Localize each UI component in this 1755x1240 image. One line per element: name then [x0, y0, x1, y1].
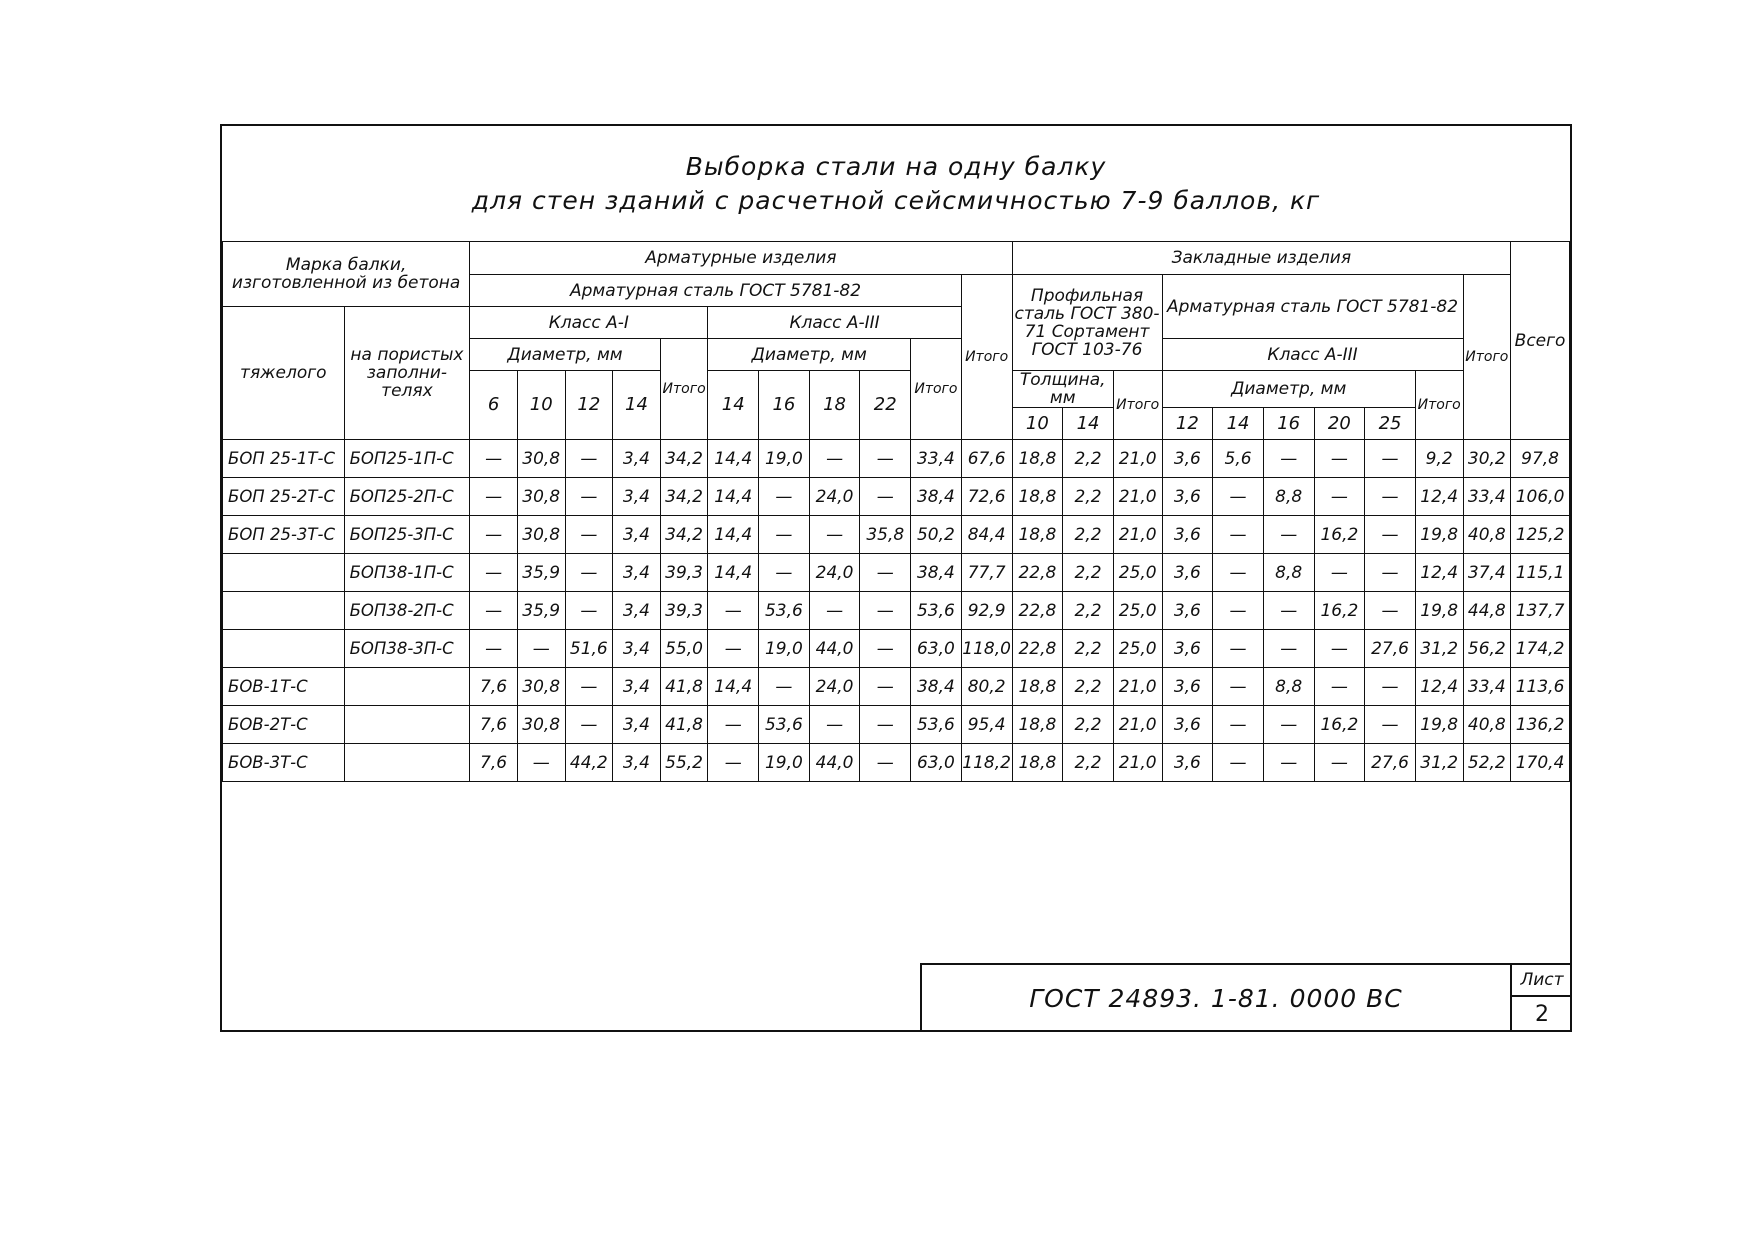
value-cell: — [1365, 516, 1416, 554]
value-cell: 18,8 [1012, 668, 1063, 706]
value-cell: — [1314, 554, 1365, 592]
value-cell: 19,8 [1415, 592, 1463, 630]
value-cell: 44,2 [565, 744, 613, 782]
value-cell: 33,4 [911, 440, 962, 478]
value-cell: 30,8 [517, 516, 565, 554]
value-cell: 53,6 [911, 592, 962, 630]
value-cell: 38,4 [911, 554, 962, 592]
mark-heavy-cell: БОВ-2Т-С [223, 706, 345, 744]
value-cell: — [1213, 668, 1264, 706]
value-cell: 24,0 [809, 478, 860, 516]
mark-porous-cell [344, 744, 470, 782]
mark-heavy-cell: БОП 25-1Т-С [223, 440, 345, 478]
header-a1-dia-6: 6 [470, 371, 518, 440]
header-a3-dia-16: 16 [759, 371, 810, 440]
value-cell: 41,8 [660, 706, 708, 744]
mark-porous-cell [344, 706, 470, 744]
value-cell: 136,2 [1511, 706, 1570, 744]
value-cell: 21,0 [1113, 516, 1162, 554]
value-cell: — [1365, 706, 1416, 744]
value-cell: 22,8 [1012, 554, 1063, 592]
value-cell: 3,4 [613, 706, 661, 744]
value-cell: 3,6 [1162, 744, 1213, 782]
value-cell: 24,0 [809, 668, 860, 706]
value-cell: — [809, 440, 860, 478]
value-cell: — [708, 744, 759, 782]
mark-porous-cell: БОП25-2П-С [344, 478, 470, 516]
value-cell: — [809, 592, 860, 630]
title-block-stamp [920, 963, 1572, 1032]
value-cell: 9,2 [1415, 440, 1463, 478]
value-cell: 37,4 [1463, 554, 1511, 592]
value-cell: 3,4 [613, 516, 661, 554]
value-cell: 3,6 [1162, 554, 1213, 592]
value-cell: 16,2 [1314, 706, 1365, 744]
value-cell: 53,6 [759, 706, 810, 744]
value-cell: 84,4 [961, 516, 1012, 554]
value-cell: — [759, 478, 810, 516]
value-cell: — [708, 706, 759, 744]
value-cell: 125,2 [1511, 516, 1570, 554]
value-cell: 92,9 [961, 592, 1012, 630]
mark-heavy-cell: БОВ-3Т-С [223, 744, 345, 782]
value-cell: — [860, 630, 911, 668]
value-cell: — [860, 440, 911, 478]
mark-porous-cell: БОП38-1П-С [344, 554, 470, 592]
mark-heavy-cell: БОВ-1Т-С [223, 668, 345, 706]
value-cell: — [1263, 630, 1314, 668]
value-cell: 34,2 [660, 478, 708, 516]
table-row [223, 744, 1570, 782]
table-row [223, 668, 1570, 706]
value-cell: 14,4 [708, 478, 759, 516]
value-cell: 22,8 [1012, 630, 1063, 668]
value-cell: — [1365, 592, 1416, 630]
value-cell: — [1263, 516, 1314, 554]
header-emb-dia-25: 25 [1365, 408, 1416, 440]
value-cell: 3,4 [613, 592, 661, 630]
value-cell: 8,8 [1263, 554, 1314, 592]
sheet-number: 2 [1535, 1002, 1549, 1027]
value-cell: — [759, 516, 810, 554]
value-cell: 3,4 [613, 478, 661, 516]
value-cell: 21,0 [1113, 744, 1162, 782]
value-cell: 7,6 [470, 706, 518, 744]
value-cell: 2,2 [1063, 668, 1114, 706]
value-cell: — [470, 516, 518, 554]
value-cell: — [809, 516, 860, 554]
value-cell: 72,6 [961, 478, 1012, 516]
value-cell: 80,2 [961, 668, 1012, 706]
header-a3-dia-22: 22 [860, 371, 911, 440]
value-cell: 18,8 [1012, 706, 1063, 744]
value-cell: 2,2 [1063, 744, 1114, 782]
value-cell: 21,0 [1113, 478, 1162, 516]
value-cell: — [565, 668, 613, 706]
value-cell: 77,7 [961, 554, 1012, 592]
value-cell: — [860, 478, 911, 516]
value-cell: 2,2 [1063, 554, 1114, 592]
value-cell: 63,0 [911, 630, 962, 668]
value-cell: 2,2 [1063, 516, 1114, 554]
title-line-2: для стен зданий с расчетной сейсмичностью 7-9 баллов, кг [471, 186, 1321, 215]
value-cell: 3,4 [613, 440, 661, 478]
table-row [223, 592, 1570, 630]
value-cell: — [860, 668, 911, 706]
value-cell: — [565, 592, 613, 630]
table-row [223, 478, 1570, 516]
mark-porous-cell: БОП25-3П-С [344, 516, 470, 554]
value-cell: 31,2 [1415, 630, 1463, 668]
value-cell: 30,8 [517, 440, 565, 478]
header-a3-total: Итого [911, 339, 962, 440]
header-reinf-products: Арматурные изделия [470, 242, 1012, 275]
value-cell: 53,6 [759, 592, 810, 630]
value-cell: — [1314, 478, 1365, 516]
value-cell: — [860, 744, 911, 782]
value-cell: — [860, 706, 911, 744]
value-cell: 7,6 [470, 668, 518, 706]
value-cell: — [1365, 554, 1416, 592]
value-cell: 24,0 [809, 554, 860, 592]
header-reinf-total: Итого [961, 275, 1012, 440]
value-cell: — [470, 478, 518, 516]
value-cell: 3,6 [1162, 706, 1213, 744]
mark-porous-cell [344, 668, 470, 706]
header-class-a1: Класс А-I [470, 307, 708, 339]
value-cell: 113,6 [1511, 668, 1570, 706]
value-cell: 3,6 [1162, 630, 1213, 668]
header-a1-total: Итого [660, 339, 708, 440]
value-cell: 25,0 [1113, 592, 1162, 630]
header-a1-dia-12: 12 [565, 371, 613, 440]
header-profile-steel: Профильная сталь ГОСТ 380-71 Сортамент ГОСТ 103-76 [1012, 275, 1162, 371]
value-cell: 33,4 [1463, 668, 1511, 706]
value-cell: — [1263, 592, 1314, 630]
header-emb-dia-16: 16 [1263, 408, 1314, 440]
value-cell: 118,2 [961, 744, 1012, 782]
mark-porous-cell: БОП38-2П-С [344, 592, 470, 630]
header-thickness: Толщина, мм [1012, 371, 1113, 408]
value-cell: 115,1 [1511, 554, 1570, 592]
header-emb-dia-20: 20 [1314, 408, 1365, 440]
value-cell: 3,4 [613, 744, 661, 782]
value-cell: — [1213, 592, 1264, 630]
header-a3-diameter: Диаметр, мм [708, 339, 911, 371]
value-cell: 19,0 [759, 630, 810, 668]
value-cell: 5,6 [1213, 440, 1264, 478]
value-cell: 25,0 [1113, 630, 1162, 668]
value-cell: 35,9 [517, 592, 565, 630]
value-cell: — [759, 668, 810, 706]
value-cell: 3,4 [613, 554, 661, 592]
value-cell: — [1314, 668, 1365, 706]
value-cell: 170,4 [1511, 744, 1570, 782]
value-cell: 3,6 [1162, 668, 1213, 706]
value-cell: 38,4 [911, 668, 962, 706]
value-cell: 3,4 [613, 630, 661, 668]
table-row [223, 440, 1570, 478]
value-cell: 2,2 [1063, 706, 1114, 744]
value-cell: 50,2 [911, 516, 962, 554]
value-cell: 14,4 [708, 554, 759, 592]
mark-heavy-cell: БОП 25-2Т-С [223, 478, 345, 516]
value-cell: 3,6 [1162, 478, 1213, 516]
table-row [223, 516, 1570, 554]
value-cell: 34,2 [660, 516, 708, 554]
mark-heavy-cell [223, 630, 345, 668]
header-a1-dia-10: 10 [517, 371, 565, 440]
value-cell: 21,0 [1113, 440, 1162, 478]
mark-heavy-cell [223, 592, 345, 630]
value-cell: 14,4 [708, 440, 759, 478]
header-grand-total: Всего [1511, 242, 1570, 440]
value-cell: — [470, 554, 518, 592]
mark-heavy-cell: БОП 25-3Т-С [223, 516, 345, 554]
value-cell: 30,8 [517, 706, 565, 744]
value-cell: — [860, 554, 911, 592]
mark-heavy-cell [223, 554, 345, 592]
value-cell: 25,0 [1113, 554, 1162, 592]
value-cell: — [809, 706, 860, 744]
value-cell: 22,8 [1012, 592, 1063, 630]
header-emb-dia-12: 12 [1162, 408, 1213, 440]
value-cell: 97,8 [1511, 440, 1570, 478]
value-cell: 3,4 [613, 668, 661, 706]
table-row [223, 706, 1570, 744]
value-cell: — [1213, 706, 1264, 744]
value-cell: 14,4 [708, 668, 759, 706]
header-emb-class-a3: Класс А-III [1162, 339, 1463, 371]
value-cell: 3,6 [1162, 592, 1213, 630]
value-cell: — [1263, 744, 1314, 782]
mark-porous-cell: БОП38-3П-С [344, 630, 470, 668]
value-cell: — [1365, 478, 1416, 516]
value-cell: 8,8 [1263, 668, 1314, 706]
header-a1-dia-14: 14 [613, 371, 661, 440]
value-cell: — [1314, 744, 1365, 782]
value-cell: — [565, 516, 613, 554]
value-cell: — [708, 630, 759, 668]
value-cell: 53,6 [911, 706, 962, 744]
value-cell: 27,6 [1365, 744, 1416, 782]
value-cell: 21,0 [1113, 706, 1162, 744]
value-cell: 63,0 [911, 744, 962, 782]
value-cell: 2,2 [1063, 630, 1114, 668]
value-cell: 174,2 [1511, 630, 1570, 668]
header-emb-diameter: Диаметр, мм [1162, 371, 1415, 408]
value-cell: 31,2 [1415, 744, 1463, 782]
header-emb-reinf-steel: Арматурная сталь ГОСТ 5781-82 [1162, 275, 1463, 339]
table-row [223, 630, 1570, 668]
value-cell: 12,4 [1415, 668, 1463, 706]
value-cell: 30,8 [517, 668, 565, 706]
value-cell: 16,2 [1314, 516, 1365, 554]
value-cell: — [1263, 440, 1314, 478]
value-cell: 3,6 [1162, 516, 1213, 554]
value-cell: — [759, 554, 810, 592]
value-cell: 39,3 [660, 554, 708, 592]
value-cell: 44,8 [1463, 592, 1511, 630]
sheet-label: Лист [1512, 965, 1572, 997]
value-cell: 35,8 [860, 516, 911, 554]
value-cell: 8,8 [1263, 478, 1314, 516]
header-heavy: тяжелого [223, 307, 345, 440]
value-cell: — [470, 592, 518, 630]
document-code: ГОСТ 24893. 1-81. 0000 ВС [1029, 984, 1403, 1013]
value-cell: — [860, 592, 911, 630]
value-cell: 40,8 [1463, 516, 1511, 554]
header-class-a3: Класс А-III [708, 307, 961, 339]
value-cell: 34,2 [660, 440, 708, 478]
value-cell: — [1263, 706, 1314, 744]
header-a1-diameter: Диаметр, мм [470, 339, 661, 371]
value-cell: 40,8 [1463, 706, 1511, 744]
value-cell: 39,3 [660, 592, 708, 630]
value-cell: 38,4 [911, 478, 962, 516]
value-cell: 33,4 [1463, 478, 1511, 516]
value-cell: 44,0 [809, 744, 860, 782]
value-cell: 19,8 [1415, 706, 1463, 744]
value-cell: 2,2 [1063, 440, 1114, 478]
value-cell: 7,6 [470, 744, 518, 782]
value-cell: 106,0 [1511, 478, 1570, 516]
value-cell: 95,4 [961, 706, 1012, 744]
value-cell: 27,6 [1365, 630, 1416, 668]
value-cell: — [565, 440, 613, 478]
value-cell: 55,2 [660, 744, 708, 782]
value-cell: — [1213, 478, 1264, 516]
header-a3-dia-18: 18 [809, 371, 860, 440]
table-title [222, 126, 1570, 241]
value-cell: 21,0 [1113, 668, 1162, 706]
value-cell: 18,8 [1012, 516, 1063, 554]
drawing-sheet [220, 124, 1572, 1032]
table-body [223, 440, 1570, 782]
value-cell: 51,6 [565, 630, 613, 668]
value-cell: 35,9 [517, 554, 565, 592]
header-profile-total: Итого [1113, 371, 1162, 440]
title-line-1: Выборка стали на одну балку [685, 152, 1107, 181]
header-a3-dia-14: 14 [708, 371, 759, 440]
value-cell: 14,4 [708, 516, 759, 554]
value-cell: 30,2 [1463, 440, 1511, 478]
sheet-box [1510, 965, 1572, 1032]
value-cell: 19,0 [759, 744, 810, 782]
value-cell: 19,8 [1415, 516, 1463, 554]
header-porous: на пористых заполни-телях [344, 307, 470, 440]
value-cell: — [517, 744, 565, 782]
value-cell: 18,8 [1012, 478, 1063, 516]
value-cell: 118,0 [961, 630, 1012, 668]
value-cell: 41,8 [660, 668, 708, 706]
value-cell: 18,8 [1012, 440, 1063, 478]
value-cell: — [1213, 630, 1264, 668]
value-cell: 12,4 [1415, 554, 1463, 592]
value-cell: 16,2 [1314, 592, 1365, 630]
value-cell: 67,6 [961, 440, 1012, 478]
value-cell: — [1213, 744, 1264, 782]
value-cell: 2,2 [1063, 592, 1114, 630]
value-cell: 55,0 [660, 630, 708, 668]
header-thickness-10: 10 [1012, 408, 1063, 440]
value-cell: — [565, 706, 613, 744]
value-cell: 137,7 [1511, 592, 1570, 630]
value-cell: — [470, 630, 518, 668]
value-cell: 3,6 [1162, 440, 1213, 478]
header-thickness-14: 14 [1063, 408, 1114, 440]
header-emb-class-total: Итого [1415, 371, 1463, 440]
value-cell: 19,0 [759, 440, 810, 478]
table-row [223, 554, 1570, 592]
header-reinf-steel: Арматурная сталь ГОСТ 5781-82 [470, 275, 961, 307]
value-cell: — [565, 478, 613, 516]
header-mark: Марка балки, изготовленной из бетона [223, 242, 470, 307]
value-cell: — [517, 630, 565, 668]
value-cell: 12,4 [1415, 478, 1463, 516]
value-cell: 44,0 [809, 630, 860, 668]
value-cell: — [1213, 516, 1264, 554]
header-embedded-total: Итого [1463, 275, 1511, 440]
value-cell: 2,2 [1063, 478, 1114, 516]
value-cell: — [1365, 668, 1416, 706]
mark-porous-cell: БОП25-1П-С [344, 440, 470, 478]
value-cell: — [565, 554, 613, 592]
header-emb-dia-14: 14 [1213, 408, 1264, 440]
value-cell: 56,2 [1463, 630, 1511, 668]
value-cell: — [1365, 440, 1416, 478]
value-cell: — [1314, 440, 1365, 478]
value-cell: 18,8 [1012, 744, 1063, 782]
value-cell: 52,2 [1463, 744, 1511, 782]
value-cell: — [1213, 554, 1264, 592]
header-embedded-products: Закладные изделия [1012, 242, 1511, 275]
value-cell: — [1314, 630, 1365, 668]
value-cell: 30,8 [517, 478, 565, 516]
value-cell: — [470, 440, 518, 478]
steel-sampling-table [222, 241, 1570, 782]
value-cell: — [708, 592, 759, 630]
